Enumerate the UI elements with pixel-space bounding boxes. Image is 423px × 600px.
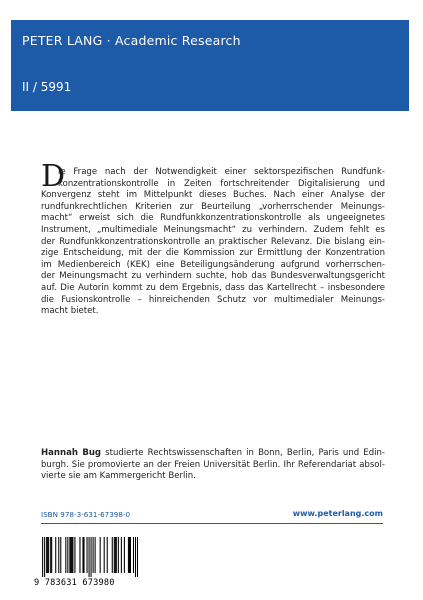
barcode-bar [95, 537, 96, 573]
barcode-bar [71, 537, 72, 573]
barcode-bar [129, 537, 130, 573]
series-number: II / 5991 [22, 80, 72, 94]
barcode-bar [121, 537, 122, 573]
barcode-bar [115, 537, 116, 573]
blurb-line: zige Entscheidung, mit der die Kommission zur Ermittlung der Konzentration [41, 248, 385, 259]
barcode-bar [116, 537, 117, 573]
barcode-bar [60, 537, 61, 573]
barcode-bar [93, 537, 94, 573]
barcode-bar [79, 537, 80, 573]
author-bio-text: studierte Rechtswissenschaften in Bonn, Berlin, Paris und Edin- [101, 448, 385, 458]
blurb-line: der Meinungsmacht zu verhindern suchte, hob das Bundesverwaltungsgericht [41, 271, 385, 282]
barcode-bar [44, 537, 45, 577]
barcode-digits: 9 783631 673980 [34, 578, 115, 588]
barcode-bar [47, 537, 48, 573]
barcode-bar [118, 537, 119, 573]
barcode-bar [87, 537, 88, 573]
blurb-line: Konvergenz steht im Mittelpunkt dieses Buches. Nach einer Analyse der [41, 190, 385, 201]
barcode-bar [114, 537, 115, 573]
blurb-line: Instrument, „multimediale Meinungsmacht“ zu verhindern. Zudem fehlt es [41, 224, 385, 235]
isbn-barcode [34, 537, 138, 577]
drop-cap: D [41, 159, 66, 194]
barcode-bar [50, 537, 51, 573]
barcode-bar [51, 537, 52, 573]
publisher-url[interactable]: www.peterlang.com [292, 509, 383, 518]
barcode-bar [48, 537, 49, 573]
barcode-bar [70, 537, 71, 573]
footer-divider [41, 523, 383, 524]
publisher-imprint: PETER LANG · Academic Research [22, 33, 241, 48]
blurb-line: der Rundfunkkonzentrationskontrolle an praktischer Relevanz. Die bislang ein- [41, 236, 385, 247]
barcode-bar [65, 537, 66, 573]
isbn: ISBN 978-3-631-67398-0 [41, 510, 131, 519]
barcode-bar [124, 537, 125, 573]
blurb-line: rundfunkrechtlichen Kriterien zur Beurteilung „vorherrschender Meinungs- [41, 201, 385, 212]
blurb-text [41, 167, 385, 318]
barcode-bar [82, 537, 83, 573]
barcode-bar [83, 537, 84, 573]
barcode-bar [58, 537, 59, 573]
author-name: Hannah Bug [41, 448, 102, 458]
barcode-bar [91, 537, 92, 577]
blurb-line: macht bietet. [41, 306, 99, 317]
blurb-line: auf. Die Autorin kommt zu dem Ergebnis, dass das Kartellrecht – insbesondere [41, 282, 385, 293]
blurb-line: die Fusionskontrolle – hinreichenden Schutz vor multimedialer Meinungs- [41, 294, 385, 305]
author-bio-line: burgh. Sie promovierte an der Freien Universität Berlin. Ihr Referendariat absol- [41, 459, 385, 470]
barcode-bar [130, 537, 131, 573]
barcode-bar [67, 537, 68, 573]
barcode-bar [137, 537, 138, 577]
barcode-bar [42, 537, 43, 577]
barcode-bar [69, 537, 70, 573]
barcode-bar [74, 537, 75, 573]
blurb-line: konzentrationskontrolle in Zeiten fortschreitender Digitalisierung und [58, 178, 385, 189]
author-bio [41, 448, 385, 483]
author-bio-line [41, 448, 385, 460]
author-bio-line: vierte sie am Kammergericht Berlin. [41, 471, 196, 482]
barcode-bar [72, 537, 73, 573]
barcode-bar [104, 537, 105, 573]
blurb-line: ie Frage nach der Notwendigkeit einer sektorspezifischen Rundfunk- [58, 167, 385, 177]
barcode-bar [100, 537, 101, 573]
blurb-line: macht“ erweist sich die Rundfunkkonzentrationskontrolle als ungeeignetes [41, 213, 385, 224]
barcode-bar [107, 537, 108, 573]
barcode-bar [135, 537, 136, 577]
barcode-bar [112, 537, 113, 573]
barcode-bar [133, 537, 134, 573]
barcode-bar [55, 537, 56, 573]
barcode-bar [128, 537, 129, 573]
blurb-line: im Medienbereich (KEK) eine Beteiligungsänderung aufgrund vorherrschen- [41, 259, 385, 270]
barcode-bar [89, 537, 90, 577]
barcode-bar [46, 537, 47, 573]
